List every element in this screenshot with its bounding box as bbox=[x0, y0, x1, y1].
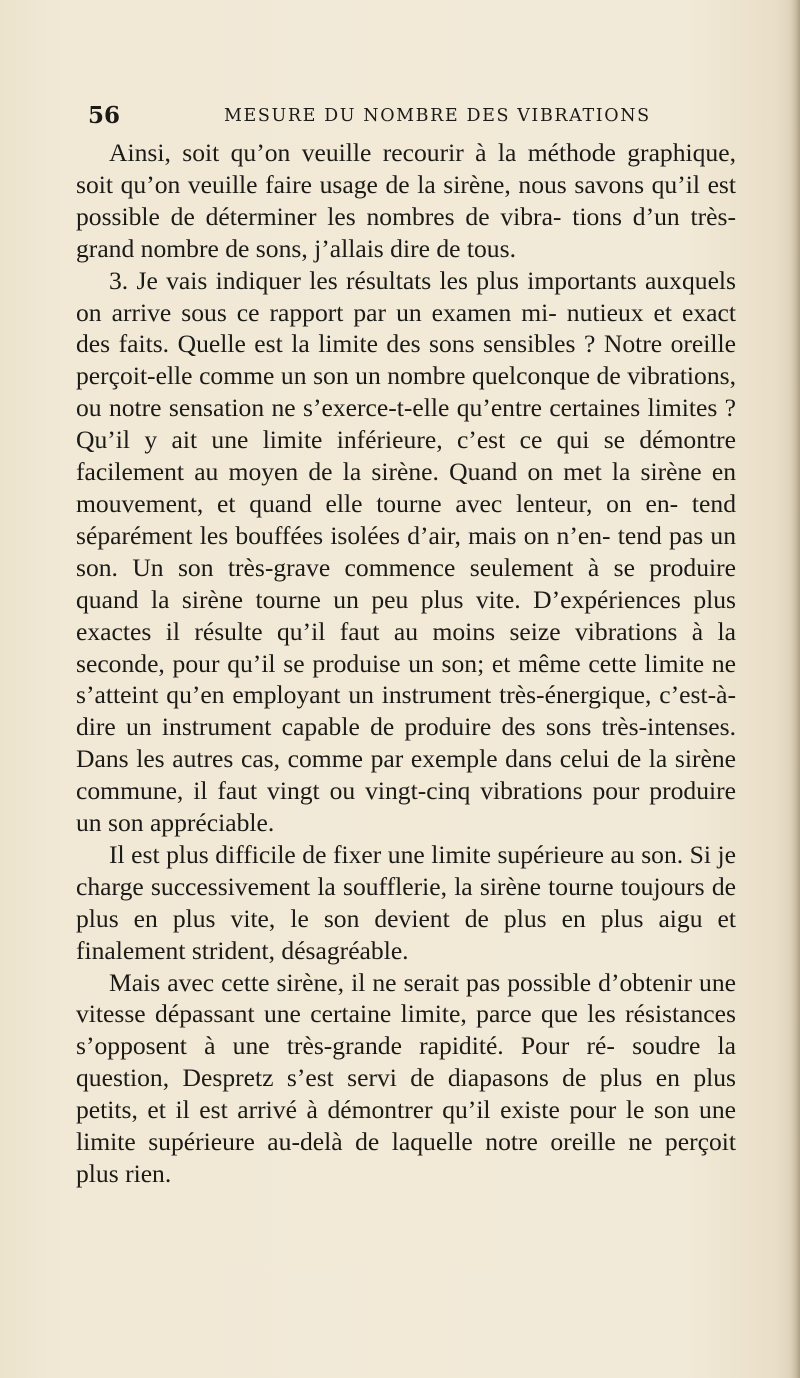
page-number: 56 bbox=[88, 102, 121, 129]
paragraph: Mais avec cette sirène, il ne serait pas possible d’obtenir une vitesse dépassant une certaine limite, parce que les résistances s’opposent à une très-grande rapidité. Pour ré- soudre la question, Despretz s’est servi de diapasons de plus en plus petits, et il est arrivé à démontrer qu’il existe pour le son une limite supérieure au-delà de laquelle notre oreille ne perçoit plus rien. bbox=[76, 967, 736, 1188]
page-header bbox=[88, 100, 736, 134]
running-head: MESURE DU NOMBRE DES VIBRATIONS bbox=[224, 106, 651, 126]
page-edge-shadow bbox=[790, 0, 800, 1378]
paragraph: 3. Je vais indiquer les résultats les plus importants auxquels on arrive sous ce rapport par un examen mi- nutieux et exact des faits. Quelle est la limite des sons sensibles ? Notre oreille perçoit-elle comme un son un nombre quelconque de vibrations, ou notre sensation ne s’exerce-t-elle qu’entre certaines limites ? Qu’il y ait une limite inférieure, c’est ce qui se démontre facilement au moyen de la sirène. Quand on met la sirène en mouvement, et quand elle tourne avec lenteur, on en- tend séparément les bouffées isolées d’air, mais on n’en- tend pas un son. Un son très-grave commence seulement à se produire quand la sirène tourne un peu plus vite. D’expériences plus exactes il résulte qu’il faut au moins seize vibrations à la seconde, pour qu’il se produise un son; et même cette limite ne s’atteint qu’en employant un instrument très-énergique, c’est-à-dire un instrument capable de produire des sons très-intenses. Dans les autres cas, comme par exemple dans celui de la sirène commune, il faut vingt ou vingt-cinq vibrations pour produire un son appréciable. bbox=[76, 265, 736, 838]
paragraph: Ainsi, soit qu’on veuille recourir à la méthode graphique, soit qu’on veuille faire usage de la sirène, nous savons qu’il est possible de déterminer les nombres de vibra- tions d’un très-grand nombre de sons, j’allais dire de tous. bbox=[76, 138, 736, 263]
paragraph: Il est plus difficile de fixer une limite supérieure au son. Si je charge successivement la soufflerie, la sirène tourne toujours de plus en plus vite, le son devient de plus en plus aigu et finalement strident, désagréable. bbox=[76, 839, 736, 965]
body-text bbox=[76, 137, 736, 1190]
